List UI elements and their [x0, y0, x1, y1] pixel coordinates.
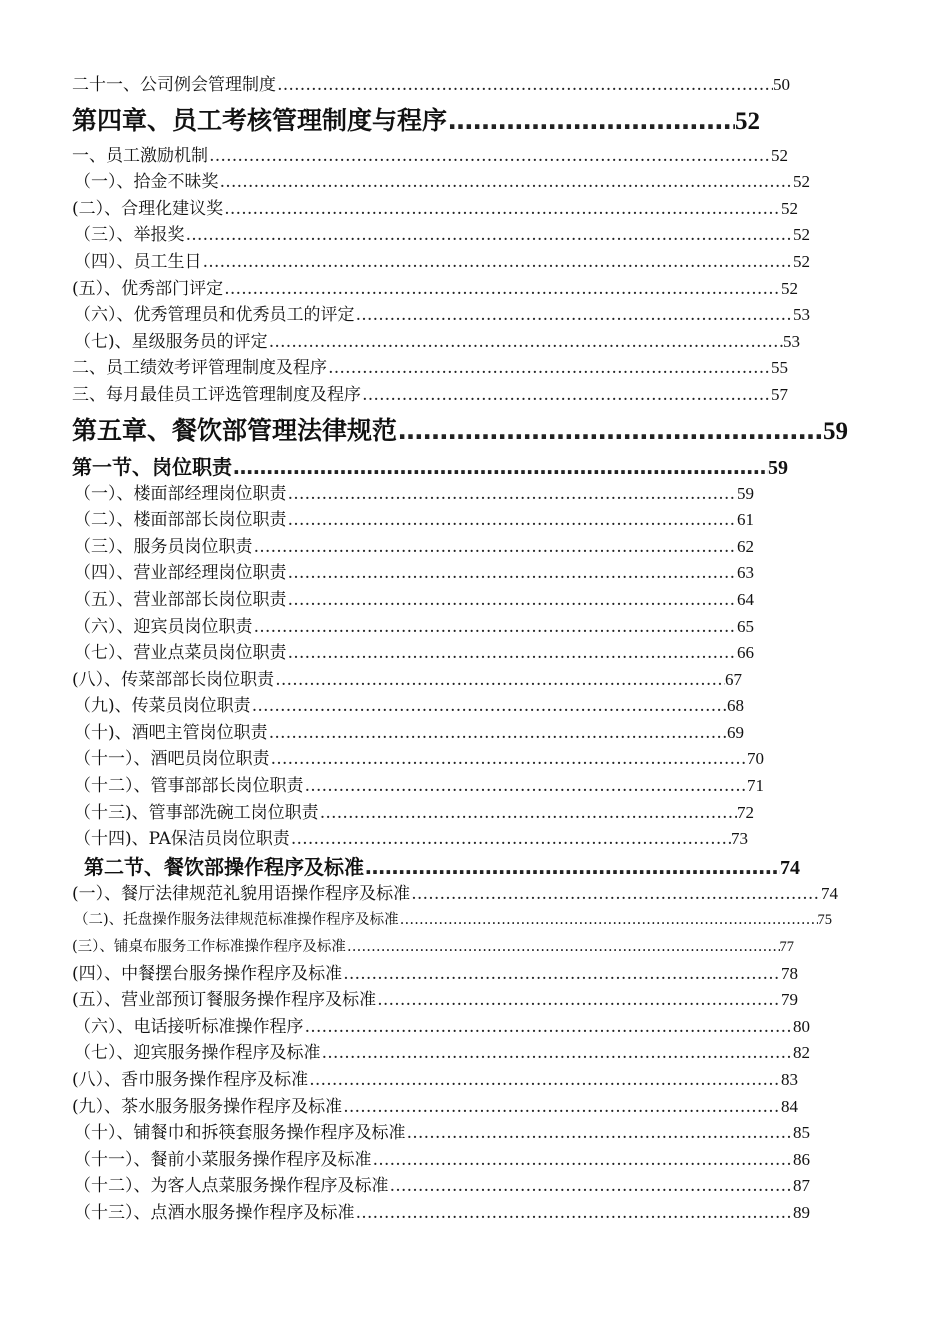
toc-page-number: 72	[737, 802, 754, 822]
toc-entry-title: 第五章、餐饮部管理法律规范	[72, 415, 398, 445]
toc-entry	[72, 382, 788, 409]
toc-entry-title: （十一）、餐前小菜服务操作程序及标准	[74, 1149, 372, 1170]
toc-section	[72, 453, 788, 481]
toc-leader-dots	[342, 1094, 781, 1121]
toc-entry-title: （三）、举报奖	[74, 225, 185, 246]
toc-entry-title: （四）、营业部经理岗位职责	[74, 563, 287, 584]
toc-entry	[72, 481, 754, 508]
toc-entry	[72, 587, 754, 614]
toc-entry-title: (五）、营业部预订餐服务操作程序及标准	[72, 990, 377, 1011]
toc-leader-dots	[399, 907, 818, 934]
toc-leader-dots	[274, 667, 725, 694]
toc-entry	[72, 196, 798, 223]
toc-entry-title: 第一节、岗位职责	[72, 454, 232, 479]
toc-entry-title: (八）、香巾服务操作程序及标准	[72, 1070, 309, 1090]
toc-entry	[72, 534, 754, 561]
toc-leader-dots	[208, 143, 771, 170]
toc-entry	[72, 1094, 798, 1121]
toc-entry-title: （九)、传菜员岗位职责	[74, 696, 251, 717]
toc-entry-title: （十二）、管事部部长岗位职责	[74, 776, 304, 797]
toc-entry-title: （十三）、点酒水服务操作程序及标准	[74, 1202, 355, 1223]
toc-entry-title: 第四章、员工考核管理制度与程序	[72, 105, 448, 135]
toc-entry-title: （一）、楼面部经理岗位职责	[74, 483, 287, 504]
toc-page-number: 71	[747, 776, 764, 796]
toc-leader-dots	[253, 534, 738, 561]
toc-entry	[72, 826, 748, 853]
toc-leader-dots	[287, 481, 738, 508]
toc-page-number: 89	[793, 1202, 810, 1222]
toc-leader-dots	[364, 853, 780, 881]
toc-entry	[72, 1067, 798, 1094]
toc-entry-title: （二)、托盘操作服务法律规范标准操作程序及标准	[74, 912, 399, 929]
toc-entry	[72, 329, 800, 356]
toc-leader-dots	[376, 987, 781, 1014]
toc-leader-dots	[268, 720, 727, 747]
toc-entry	[72, 693, 744, 720]
toc-leader-dots	[361, 382, 771, 409]
toc-entry-title: (二）、合理化建议奖	[72, 198, 224, 219]
toc-entry	[72, 560, 754, 587]
toc-entry	[72, 249, 810, 276]
toc-leader-dots	[276, 72, 773, 99]
toc-entry-title: (五）、优秀部门评定	[72, 278, 224, 299]
toc-entry-title: （六）、电话接听标准操作程序	[74, 1016, 304, 1037]
toc-entry-title: （一）、拾金不昧奖	[74, 172, 219, 193]
toc-entry	[72, 222, 810, 249]
table-of-contents	[72, 72, 872, 1227]
toc-entry-title: （二）、楼面部部长岗位职责	[74, 510, 287, 531]
toc-entry	[72, 169, 810, 196]
toc-leader-dots	[251, 693, 727, 720]
toc-entry-title: （十)、酒吧主管岗位职责	[74, 722, 268, 743]
toc-leader-dots	[185, 222, 794, 249]
toc-entry	[72, 1120, 810, 1147]
toc-entry	[72, 276, 798, 303]
toc-leader-dots	[321, 1040, 794, 1067]
toc-page-number: 52	[735, 107, 760, 135]
toc-entry-title: （三）、服务员岗位职责	[74, 536, 253, 557]
toc-entry-title: （十一）、酒吧员岗位职责	[74, 749, 270, 770]
toc-entry	[72, 640, 754, 667]
toc-entry-title: （六）、优秀管理员和优秀员工的评定	[74, 305, 355, 326]
toc-page-number: 79	[781, 990, 798, 1010]
toc-entry	[72, 907, 832, 934]
toc-page-number: 82	[793, 1043, 810, 1063]
toc-leader-dots	[397, 409, 823, 453]
toc-leader-dots	[304, 773, 748, 800]
toc-entry	[72, 614, 754, 641]
toc-leader-dots	[268, 329, 783, 356]
toc-entry	[72, 720, 744, 747]
toc-page-number: 67	[725, 669, 742, 689]
toc-page-number: 66	[737, 643, 754, 663]
toc-page-number: 78	[781, 963, 798, 983]
toc-entry-title: 二、员工绩效考评管理制度及程序	[72, 358, 327, 379]
toc-leader-dots	[287, 587, 738, 614]
toc-page-number: 74	[780, 856, 800, 879]
toc-chapter	[72, 409, 848, 453]
toc-entry-title: 第二节、餐饮部操作程序及标准	[84, 854, 364, 879]
toc-leader-dots	[346, 934, 780, 961]
toc-page-number: 70	[747, 749, 764, 769]
toc-page-number: 53	[793, 305, 810, 325]
toc-entry-title: 二十一、公司例会管理制度	[72, 75, 276, 95]
toc-leader-dots	[304, 1014, 794, 1041]
toc-entry-title: （四）、员工生日	[74, 251, 202, 272]
toc-leader-dots	[342, 961, 781, 988]
toc-leader-dots	[219, 169, 794, 196]
toc-entry-title: 三、每月最佳员工评选管理制度及程序	[72, 384, 361, 405]
toc-entry	[72, 881, 838, 908]
toc-leader-dots	[202, 249, 794, 276]
toc-page-number: 52	[781, 198, 798, 218]
toc-entry	[72, 1173, 810, 1200]
toc-leader-dots	[308, 1067, 781, 1094]
toc-page-number: 52	[793, 225, 810, 245]
toc-entry-title: (三）、铺桌布服务工作标准操作程序及标准	[72, 939, 346, 956]
toc-leader-dots	[290, 826, 731, 853]
toc-page-number: 85	[793, 1123, 810, 1143]
toc-entry	[72, 773, 764, 800]
toc-leader-dots	[410, 881, 821, 908]
toc-entry-title: （十二）、为客人点菜服务操作程序及标准	[74, 1176, 389, 1197]
toc-page-number: 77	[779, 939, 794, 956]
toc-entry	[72, 355, 788, 382]
toc-page-number: 61	[737, 510, 754, 530]
toc-entry	[72, 143, 788, 170]
toc-leader-dots	[447, 99, 735, 143]
toc-page-number: 52	[771, 145, 788, 165]
toc-entry	[72, 72, 790, 99]
toc-entry	[72, 1200, 810, 1227]
toc-page-number: 80	[793, 1016, 810, 1036]
toc-page-number: 62	[737, 536, 754, 556]
toc-entry-title: （十）、铺餐巾和拆筷套服务操作程序及标准	[74, 1123, 406, 1144]
toc-entry	[72, 934, 794, 961]
toc-entry-title: （七）、迎宾服务操作程序及标准	[74, 1043, 321, 1064]
toc-entry-title: (四）、中餐摆台服务操作程序及标准	[72, 963, 343, 984]
toc-entry	[72, 1147, 810, 1174]
toc-page-number: 52	[781, 278, 798, 298]
toc-leader-dots	[372, 1147, 794, 1174]
toc-entry-title: （十三)、管事部洗碗工岗位职责	[74, 802, 319, 823]
toc-entry	[72, 507, 754, 534]
toc-page-number: 52	[793, 172, 810, 192]
toc-entry-title: （五）、营业部部长岗位职责	[74, 589, 287, 610]
toc-entry	[72, 961, 798, 988]
toc-page-number: 65	[737, 616, 754, 636]
toc-leader-dots	[287, 640, 738, 667]
toc-leader-dots	[355, 302, 794, 329]
toc-chapter	[72, 99, 760, 143]
toc-page-number: 55	[771, 358, 788, 378]
toc-leader-dots	[253, 614, 738, 641]
toc-page-number: 59	[737, 483, 754, 503]
toc-leader-dots	[406, 1120, 794, 1147]
toc-entry	[72, 667, 742, 694]
toc-page-number: 52	[793, 251, 810, 271]
toc-page-number: 74	[821, 883, 838, 903]
toc-leader-dots	[389, 1173, 794, 1200]
toc-page-number: 59	[768, 456, 788, 479]
toc-page-number: 64	[737, 589, 754, 609]
toc-entry-title: (八）、传菜部部长岗位职责	[72, 669, 275, 690]
toc-entry	[72, 1014, 810, 1041]
toc-entry	[72, 800, 754, 827]
toc-page-number: 68	[727, 696, 744, 716]
toc-page-number: 57	[771, 384, 788, 404]
toc-entry	[72, 987, 798, 1014]
toc-entry-title: （七)、星级服务员的评定	[74, 331, 268, 352]
toc-leader-dots	[327, 355, 771, 382]
toc-entry-title: (九）、茶水服务服务操作程序及标准	[72, 1096, 343, 1117]
toc-page-number: 63	[737, 563, 754, 583]
toc-entry	[72, 746, 764, 773]
toc-entry-title: （十四)、PA保洁员岗位职责	[74, 829, 290, 850]
toc-entry-title: （七）、营业点菜员岗位职责	[74, 643, 287, 664]
toc-page-number: 83	[781, 1070, 798, 1089]
toc-leader-dots	[319, 800, 737, 827]
toc-leader-dots	[287, 560, 738, 587]
toc-section	[72, 853, 800, 881]
toc-leader-dots	[223, 196, 781, 223]
toc-page-number: 59	[823, 417, 848, 445]
toc-leader-dots	[223, 276, 781, 303]
toc-page-number: 75	[817, 912, 832, 929]
toc-leader-dots	[287, 507, 738, 534]
toc-page-number: 73	[731, 829, 748, 849]
toc-entry-title: （六）、迎宾员岗位职责	[74, 616, 253, 637]
toc-page-number: 50	[773, 75, 790, 94]
toc-page-number: 69	[727, 722, 744, 742]
toc-leader-dots	[270, 746, 748, 773]
toc-entry	[72, 302, 810, 329]
toc-page-number: 86	[793, 1149, 810, 1169]
toc-page-number: 53	[783, 331, 800, 351]
toc-leader-dots	[232, 453, 768, 481]
toc-entry	[72, 1040, 810, 1067]
toc-leader-dots	[355, 1200, 794, 1227]
toc-page-number: 87	[793, 1176, 810, 1196]
toc-entry-title: (一）、餐厅法律规范礼貌用语操作程序及标准	[72, 883, 411, 904]
toc-entry-title: 一、员工激励机制	[72, 145, 208, 166]
toc-page-number: 84	[781, 1096, 798, 1116]
